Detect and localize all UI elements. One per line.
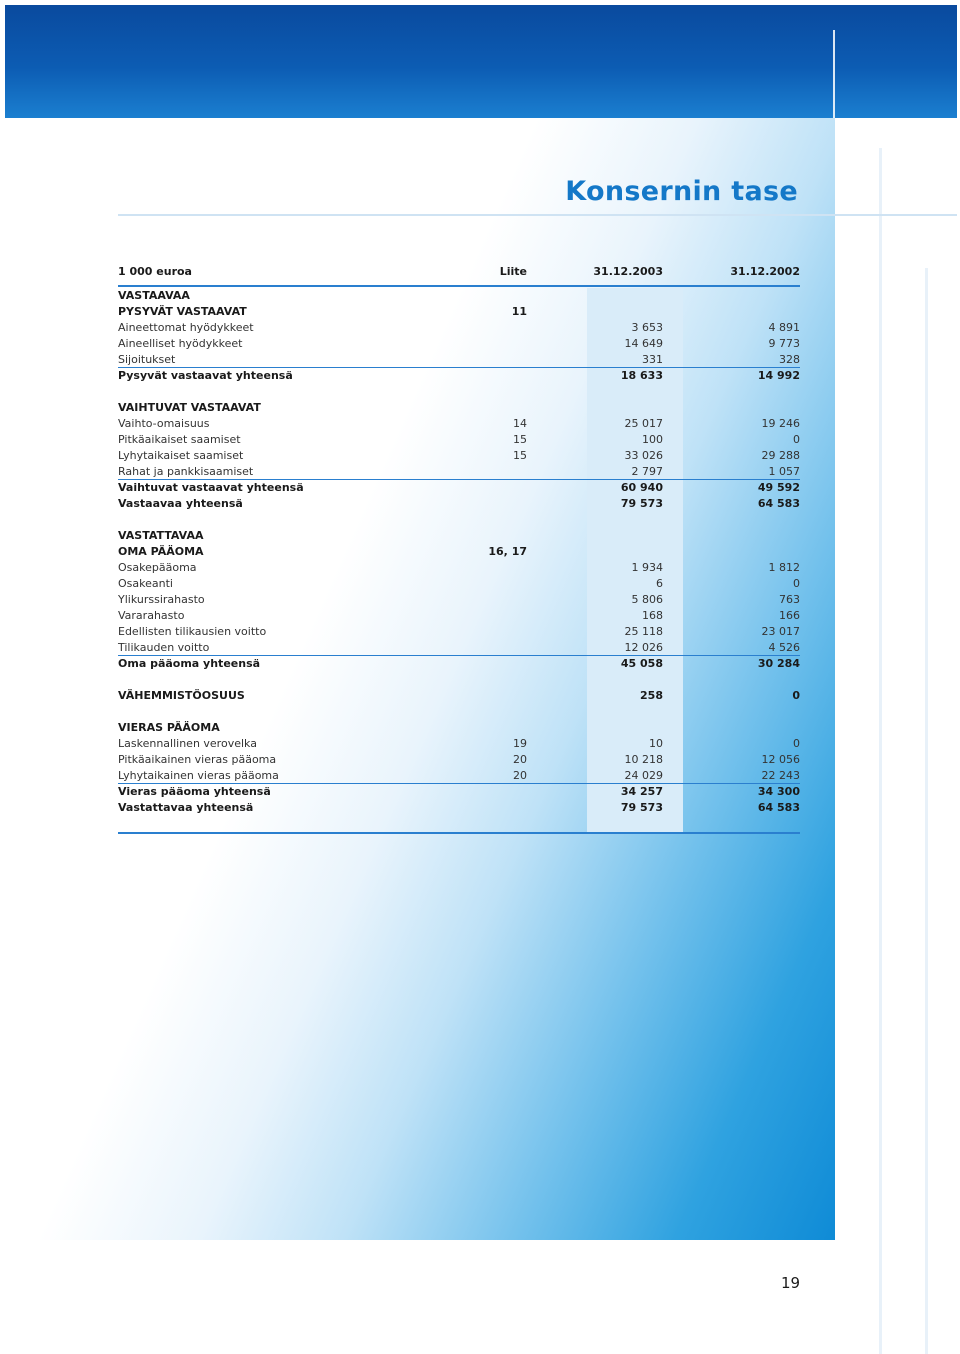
- table-row: Vaihto-omaisuus 14 25 017 19 246: [118, 417, 800, 430]
- page-number: 19: [781, 1274, 801, 1292]
- table-row: Rahat ja pankkisaamiset 2 797 1 057: [118, 465, 800, 478]
- year-2002-header: 31.12.2002: [730, 265, 800, 278]
- year-2003-header: 31.12.2003: [593, 265, 663, 278]
- table-row: Laskennallinen verovelka 19 10 0: [118, 737, 800, 750]
- table-row: Osakeanti 6 0: [118, 577, 800, 590]
- table-row: Tilikauden voitto 12 026 4 526: [118, 641, 800, 654]
- table-row: Vararahasto 168 166: [118, 609, 800, 622]
- row-spacer: [118, 704, 800, 720]
- table-row: VIERAS PÄÄOMA: [118, 721, 220, 734]
- table-row: Sijoitukset 331 328: [118, 353, 800, 366]
- row-spacer: [118, 512, 800, 528]
- table-row: Vastattavaa yhteensä 79 573 64 583: [118, 801, 800, 814]
- table-row: Ylikurssirahasto 5 806 763: [118, 593, 800, 606]
- note-column-header: Liite: [499, 265, 527, 278]
- title-divider: [118, 214, 957, 216]
- table-bottom-divider: [118, 832, 800, 834]
- table-row: Vaihtuvat vastaavat yhteensä 60 940 49 592: [118, 481, 800, 494]
- row-spacer: [118, 384, 800, 400]
- row-spacer: [118, 672, 800, 688]
- table-row: Osakepääoma 1 934 1 812: [118, 561, 800, 574]
- page-title: Konsernin tase: [565, 176, 798, 207]
- table-row: PYSYVÄT VASTAAVAT 11: [118, 305, 527, 318]
- table-row: Lyhytaikaiset saamiset 15 33 026 29 288: [118, 449, 800, 462]
- table-row: VASTATTAVAA: [118, 529, 204, 542]
- table-row: Pitkäaikainen vieras pääoma 20 10 218 12 056: [118, 753, 800, 766]
- table-row: Pitkäaikaiset saamiset 15 100 0: [118, 433, 800, 446]
- table-row: VAIHTUVAT VASTAAVAT: [118, 401, 261, 414]
- table-row: VASTAAVAA: [118, 289, 190, 302]
- table-row: Oma pääoma yhteensä 45 058 30 284: [118, 657, 800, 670]
- unit-label: 1 000 euroa: [118, 265, 192, 278]
- balance-sheet-table: [118, 264, 800, 816]
- header-band: [5, 5, 957, 118]
- table-row: VÄHEMMISTÖOSUUS 258 0: [118, 689, 800, 702]
- table-row: Edellisten tilikausien voitto 25 118 23 017: [118, 625, 800, 638]
- table-row: OMA PÄÄOMA 16, 17: [118, 545, 527, 558]
- table-row: Vieras pääoma yhteensä 34 257 34 300: [118, 785, 800, 798]
- decorative-vertical-line: [879, 148, 882, 1354]
- table-row: Pysyvät vastaavat yhteensä 18 633 14 992: [118, 369, 800, 382]
- table-row: Lyhytaikainen vieras pääoma 20 24 029 22 243: [118, 769, 800, 782]
- table-row: Vastaavaa yhteensä 79 573 64 583: [118, 497, 800, 510]
- table-header-row: [118, 264, 800, 288]
- decorative-vertical-line: [925, 268, 928, 1354]
- table-row: Aineelliset hyödykkeet 14 649 9 773: [118, 337, 800, 350]
- header-band-divider: [833, 30, 835, 118]
- table-row: Aineettomat hyödykkeet 3 653 4 891: [118, 321, 800, 334]
